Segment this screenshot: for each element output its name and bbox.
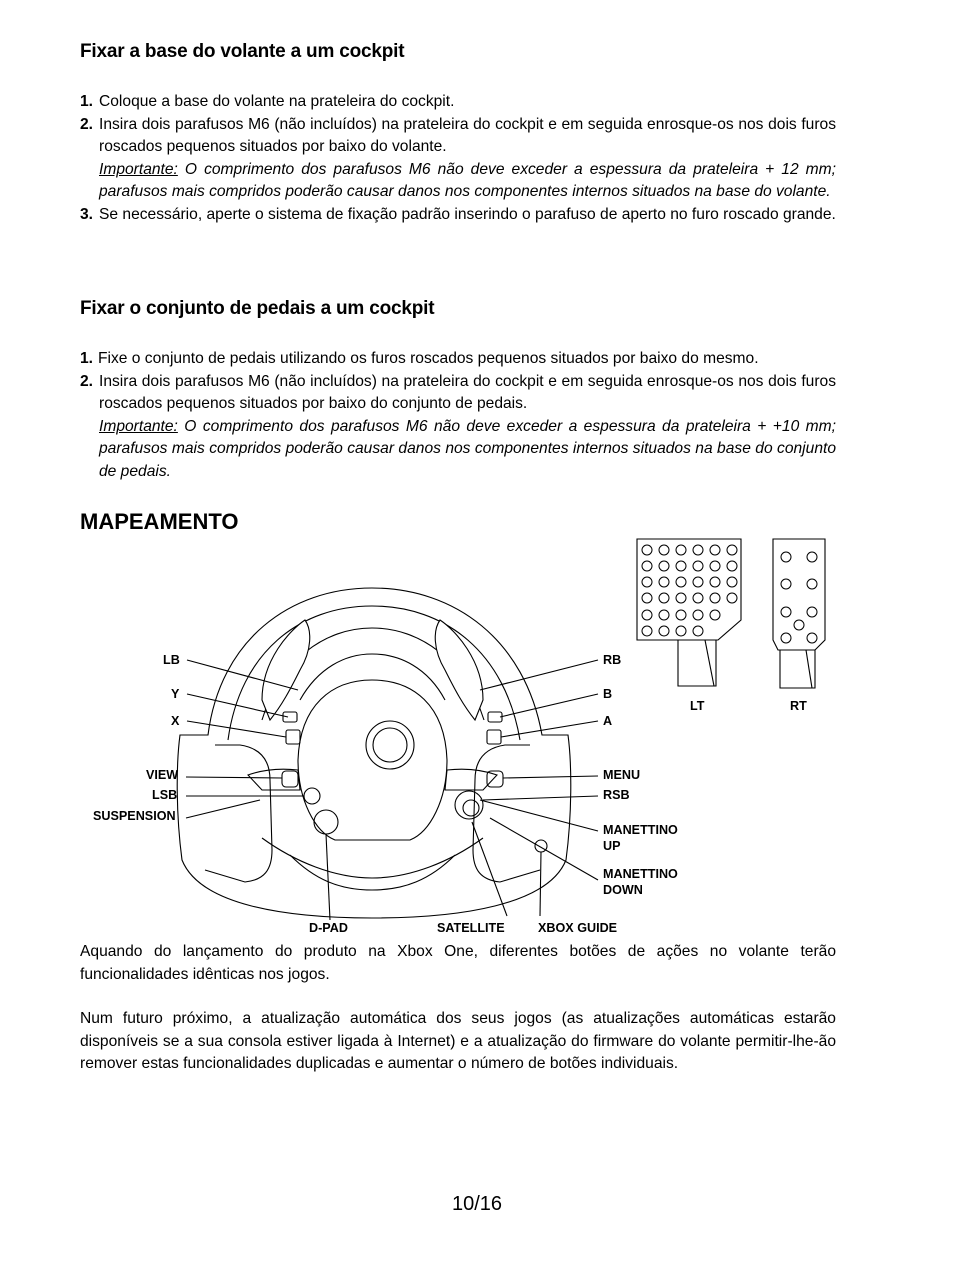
page-number: 10/16: [451, 1193, 503, 1215]
label-manettino-down-line2: DOWN: [603, 883, 643, 897]
label-a: A: [603, 714, 613, 728]
mapping-paragraph-1: Aquando do lançamento do produto na Xbox One, diferentes botões de ações no volante terão funcionalidades idênticas nos jogos.: [80, 943, 836, 983]
label-manettino-up-line1: MANETTINO: [603, 823, 678, 837]
label-manettino-up-line2: UP: [603, 839, 621, 853]
label-dpad: D-PAD: [309, 921, 348, 935]
mapping-title: MAPEAMENTO: [80, 509, 239, 534]
label-menu: MENU: [603, 768, 641, 782]
label-satellite: SATELLITE: [437, 921, 505, 935]
label-lt: LT: [690, 699, 705, 713]
list-item: 1. Coloque a base do volante na prateleira do cockpit.: [80, 93, 455, 110]
list-item: 3. Se necessário, aperte o sistema de fixação padrão inserindo o parafuso de aperto no furo roscado grande.: [80, 205, 836, 223]
section-title-wheel-base: Fixar a base do volante a um cockpit: [80, 41, 405, 62]
label-rsb: RSB: [603, 788, 630, 802]
label-b: B: [603, 687, 613, 701]
list-item: 2. Insira dois parafusos M6 (não incluídos) na prateleira do cockpit e em seguida enrosque-os nos dois furos roscados pequenos situados por baixo do volante.: [80, 115, 836, 156]
label-x: X: [171, 714, 180, 728]
label-rb: RB: [603, 653, 622, 667]
important-note: Importante: O comprimento dos parafusos M6 não deve exceder a espessura da prateleira + 12 mm; parafusos mais compridos poderão causar danos nos componentes internos situados na base do volante.: [99, 160, 836, 201]
mapping-paragraph-2: Num futuro próximo, a atualização automática dos seus jogos (as atualizações automáticas estarão disponíveis se a sua consola estiver ligada à Internet) e a atualização do firmware do volante permitir-lhe-ão remover estas funcionalidades duplicadas e aumentar o número de botões individuais.: [80, 1010, 836, 1073]
label-view: VIEW: [146, 768, 179, 782]
label-lb: LB: [163, 653, 180, 667]
label-xbox-guide: XBOX GUIDE: [538, 921, 618, 935]
label-y: Y: [171, 687, 180, 701]
important-note: Importante: O comprimento dos parafusos M6 não deve exceder a espessura da prateleira + +10 mm; parafusos mais compridos poderão causar danos nos componentes internos situados na base do conjunto de pedais.: [99, 417, 836, 480]
label-rt: RT: [790, 699, 807, 713]
label-manettino-down-line1: MANETTINO: [603, 867, 678, 881]
section-title-pedals: Fixar o conjunto de pedais a um cockpit: [80, 298, 435, 319]
list-item: 2. Insira dois parafusos M6 (não incluídos) na prateleira do cockpit e em seguida enrosque-os nos dois furos roscados pequenos situados por baixo do conjunto de pedais.: [80, 372, 836, 413]
list-item: 1. Fixe o conjunto de pedais utilizando os furos roscados pequenos situados por baixo do mesmo.: [80, 350, 759, 367]
label-suspension: SUSPENSION: [93, 809, 176, 823]
label-lsb: LSB: [152, 788, 178, 802]
